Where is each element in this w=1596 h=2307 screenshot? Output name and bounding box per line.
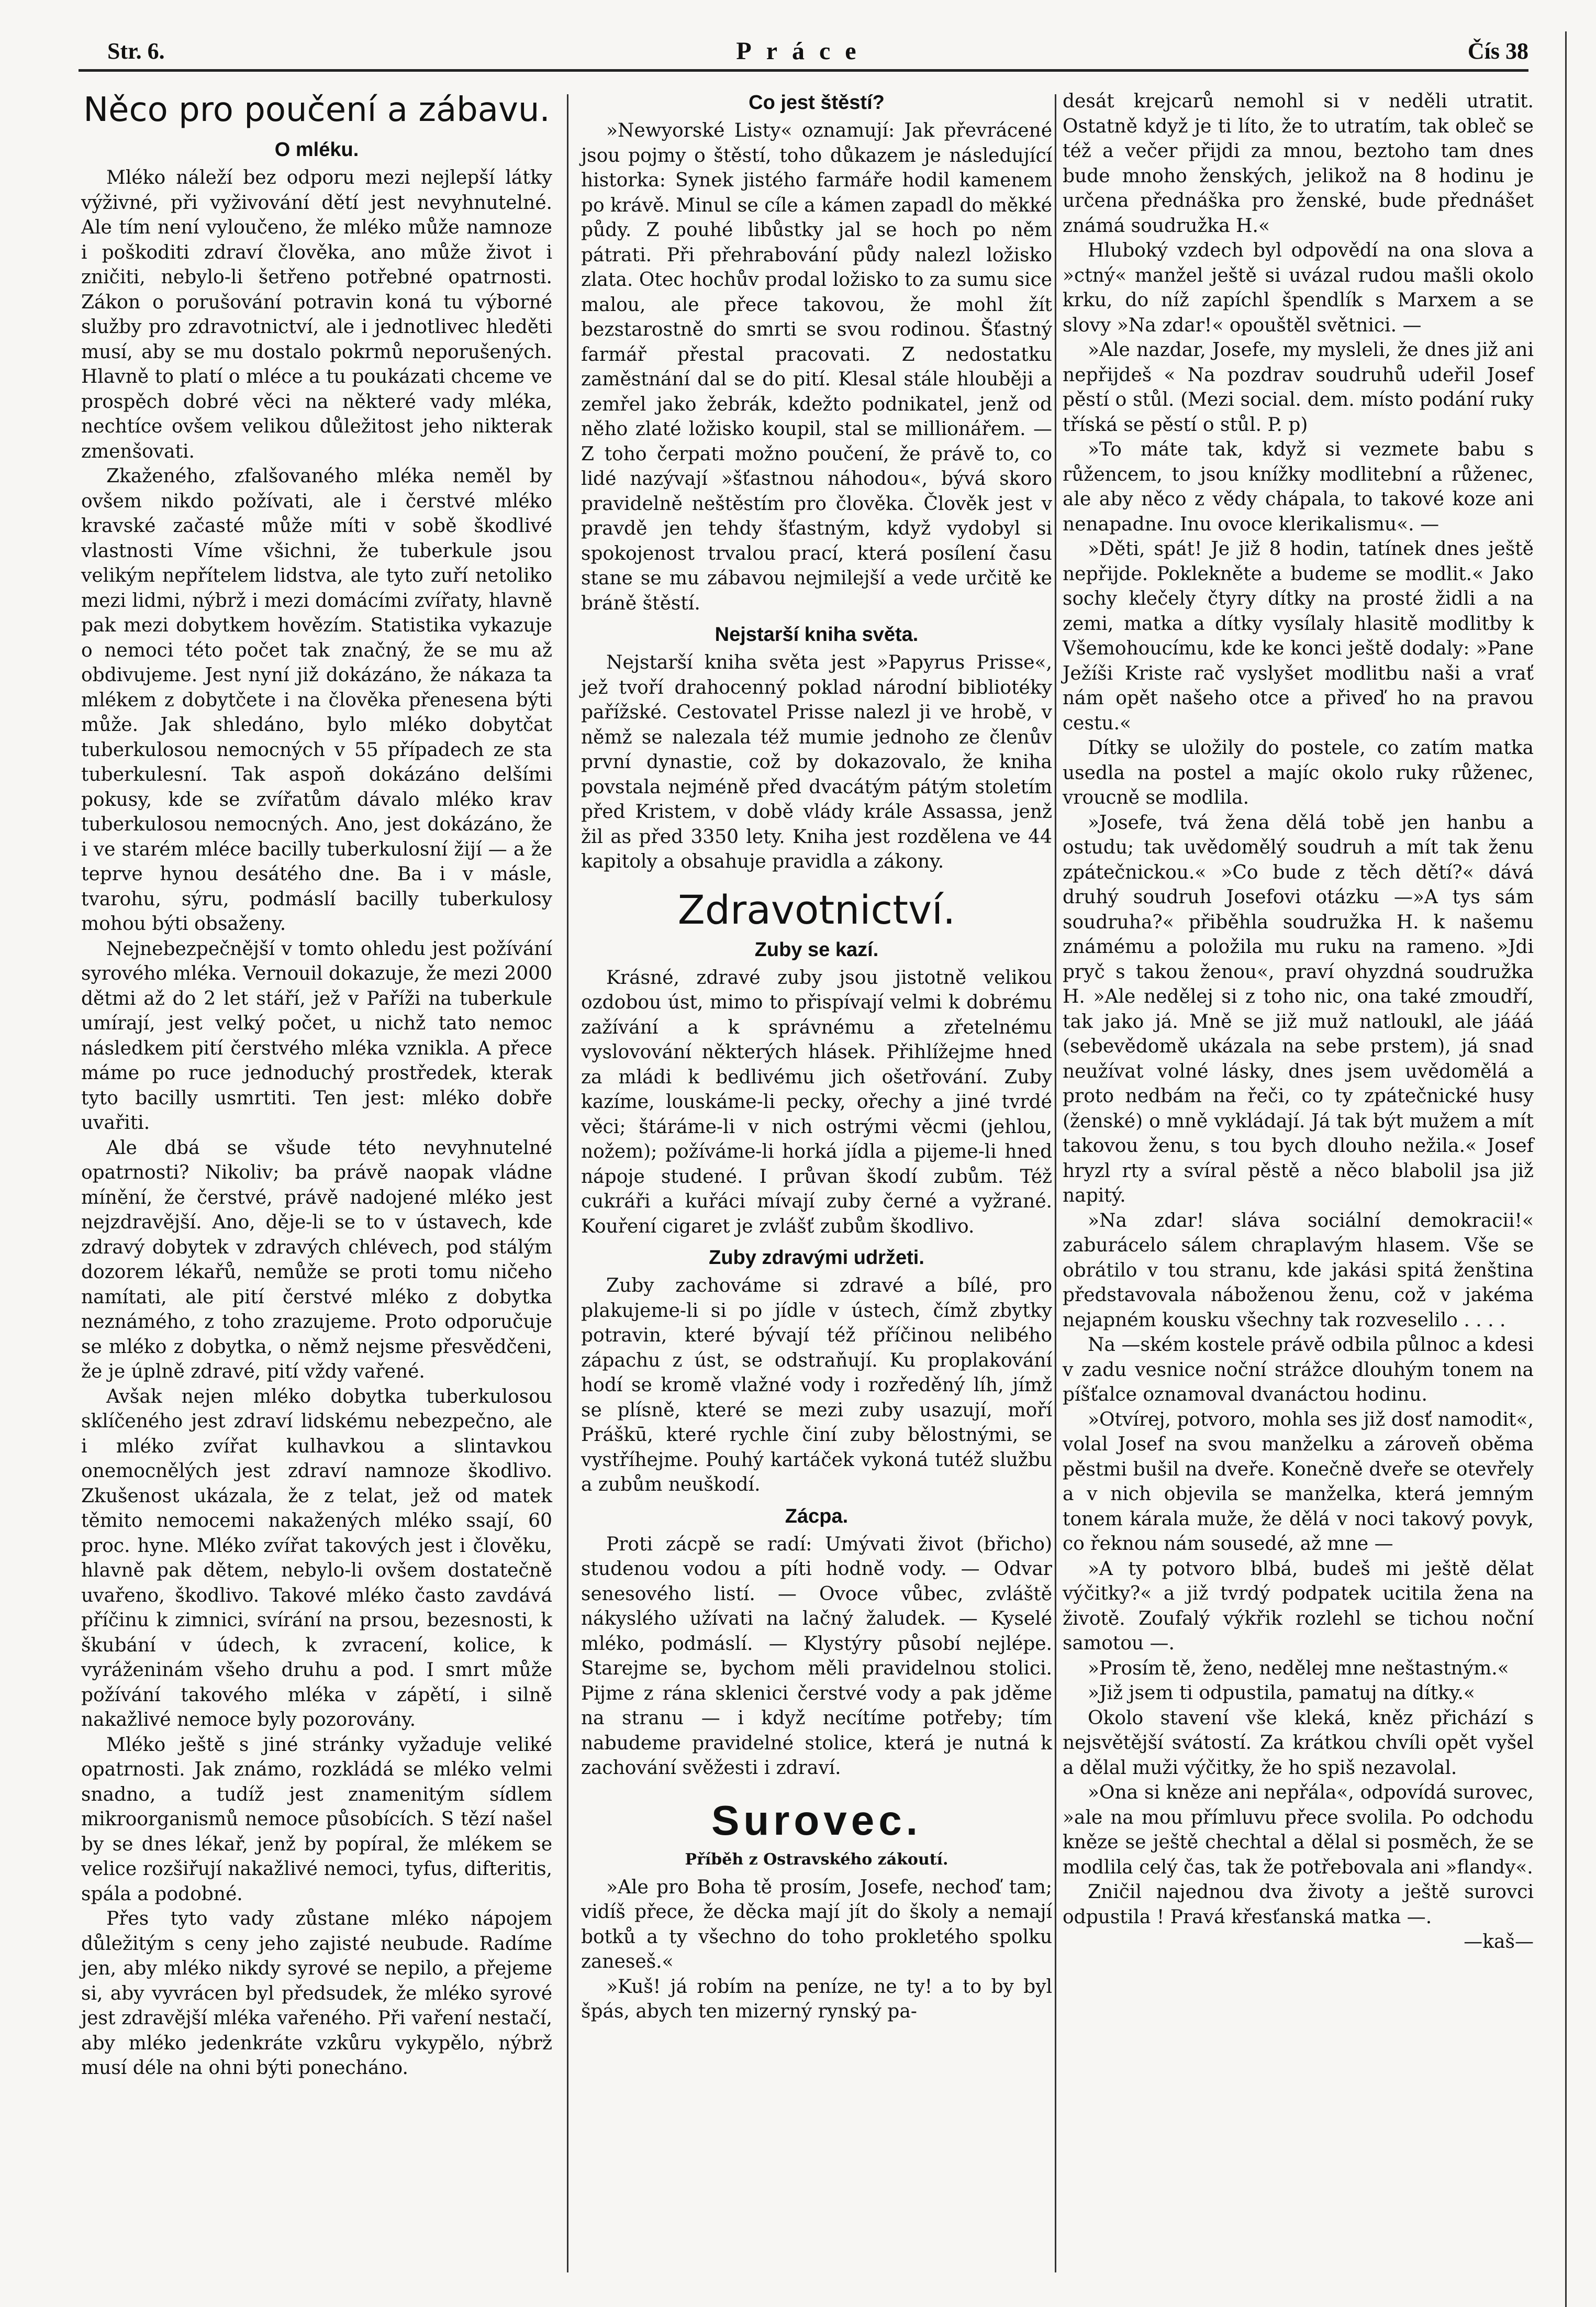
story-paragraph: Zničil najednou dva životy a ještě surovci odpustila ! Pravá křesťanská matka —. (1063, 1881, 1534, 1928)
article-paragraph: Zkaženého, zfalšovaného mléka neměl by ovšem nikdo požívati, ale i čerstvé mléko kravské začasté může míti v sobě škodlivé vlastnosti Víme všichni, že tuberkule jsou velikým nepřítelem lidstva, ale tyto zuří netoliko mezi lidmi, nýbrž i mezi domácími zvířaty, hlavně pak mezi dobytkem hovězím. Statistika vykazuje o nemoci této počet tak značný, že se mu až obdivujeme. Jest nyní již dokázáno, že nákaza ta mlékem z dobytčete i na člověka přenesena býti může. Jak shledáno, bylo mléko dobytčat tuberkulosou nemocných v 55 případech ze sta tuberkulesní. Tak aspoň dokázáno delšími pokusy, kde se zvířatům dávalo mléko krav tuberkulosou nemocných. Ano, jest dokázáno, že i ve starém mléce bacilly tuberkulosní žijí — a že teprve hynou desátého dne. Ba i v másle, tvarohu, sýru, podmáslí bacilly tuberkulosy mohou býti obsaženy. (81, 465, 552, 935)
story-paragraph: »To máte tak, když si vezmete babu s růžencem, to jsou knížky modlitební a růženec, ale aby něco z vědy chápala, to takové koze ani nenapadne. Inu ovoce klerikalismu«. — (1063, 439, 1534, 535)
author-signature: —kaš— (1464, 1931, 1534, 1953)
article-title-teeth-decay: Zuby se kazí. (754, 938, 879, 961)
article-paragraph: Nejnebezpečnější v tomto ohledu jest požívání syrového mléka. Vernouil dokazuje, že mezi 2000 dětmi až do 2 let stáří, jež v Paříži na tuberkule umírají, jest velký počet, u nichž tato nemoc následkem pití čerstvého mléka vznikla. A přece máme po ruce jednoduchý prostředek, kterak tyto bacilly usmrtiti. Ten jest: mléko dobře uvařiti. (81, 938, 552, 1134)
story-paragraph: »Kuš! já robím na peníze, ne ty! a to by byl špás, abych ten mizerný rynský pa- (581, 1976, 1052, 2022)
story-paragraph: »Děti, spát! Je již 8 hodin, tatínek dnes ještě nepřijde. Poklekněte a budeme se modlit.« Jako sochy klečely čtyry dítky na prosté židli a na zemi, matka a dítky vysílaly hlasitě modlitby k Všemohoucímu, kde ke konci ještě dodaly: »Pane Ježíši Kriste rač vyslyšet modlitbu naši a vrať nám opět našeho otce a přiveď ho na pravou cestu.« (1063, 538, 1534, 734)
article-paragraph: Proti zácpě se radí: Umývati život (břicho) studenou vodou a píti hodně vody. — Odvar senesového listí. — Ovoce vůbec, zvláště nákyslého užívati na lačný žaludek. — Kyselé mléko, podmáslí. — Klystýry působí nejlépe. Starejme se, bychom měli pravidelnou stolici. Pijme z rána sklenici čerstvé vody a pak jděme na stranu — i když necítíme potřeby; tím nabudeme pravidelné stolice, která je nutná k zachování svěžesti i zdraví. (581, 1533, 1052, 1779)
issue-number: Čís 38 (1467, 38, 1528, 64)
story-paragraph: Okolo stavení vše kleká, kněz přichází s nejsvětější svátostí. Za krátkou chvíli opět vyšel a dělal muži výčitky, že ho spiš nezavolal. (1063, 1707, 1534, 1779)
article-paragraph: Avšak nejen mléko dobytka tuberkulosou sklíčeného jest zdraví lidskému nebezpečno, ale i mléko zvířat kulhavkou a slintavkou onemocnělých jest zdraví namnoze škodlivo. Zkušenost ukázala, že z telat, jež od matek těmito nemocemi nakažených mléko ssají, 60 proc. hyne. Mléko zvířat takových jest i člověku, hlavně pak dětem, nebylo-li ovšem dostatečně uvařeno, škodlivo. Takové mléko často zavdává příčinu k zimnici, svírání na prsou, bezesnosti, k škubání v údech, k zvracení, kolice, k vyráženinám všeho druhu a pod. I smrt může požívání takového mléka v zápětí, i silně nakažlivé nemoce byly pozorovány. (81, 1385, 552, 1731)
article-title-happiness: Co jest štěstí? (749, 92, 885, 114)
column-middle (581, 89, 1052, 2024)
column-divider (567, 94, 568, 2272)
page-number: Str. 6. (107, 38, 165, 64)
story-paragraph: desát krejcarů nemohl si v neděli utratit. Ostatně když je ti líto, že to utratím, tak obleč se též a večer přijdi za mnou, beztoho tam dnes bude mnoho ženských, jelikož na 8 hodinu je určena přednáška pro ženské, bude přednášet známá soudružka H.« (1063, 91, 1534, 237)
story-paragraph: Na —ském kostele právě odbila půlnoc a kdesi v zadu vesnice noční strážce dlouhým tonem na píšťalce oznamoval dvanáctou hodinu. (1063, 1334, 1534, 1405)
article-paragraph: Mléko náleží bez odporu mezi nejlepší látky výživné, při vyživování dětí jest nevyhnutelné. Ale tím není vyloučeno, že mléko může namnoze i poškoditi zdraví člověka, ano může život i zničiti, nebylo-li šetřeno potřebné opatrnosti. Zákon o porušování potravin koná tu výborné služby pro zdravotnictví, ale i jednotlivec hleděti musí, aby se mu dostalo pokrmů neporušených. Hlavně to platí o mléce a tu poukázati chceme ve prospěch dobré věci na některé vady mléka, nechtíce ovšem velikou důležitost jeho nikterak zmenšovati. (81, 167, 552, 462)
story-paragraph: »Otvírej, potvoro, mohla ses již dosť namodit«, volal Josef na svou manželku a zároveň oběma pěstmi bušil na dveře. Konečně dveře se otevřely a v nich objevila se manželka, která jemným tonem kárala muže, že dělá v noci takový povyk, co řeknou nám sousedé, až mne — (1063, 1408, 1534, 1555)
page-edge-rule (1565, 31, 1567, 2307)
story-paragraph: »Na zdar! sláva sociální demokracii!« zaburácelo sálem chraplavým hlasem. Vše se obrátilo v tou stranu, kde jakási spitá ženština představovala náboženou ženu, což v jakéma nejapném kousku všechny tak rozveselilo . . . . (1063, 1210, 1534, 1331)
article-paragraph: Mléko ještě s jiné stránky vyžaduje veliké opatrnosti. Jak známo, rozkládá se mléko velmi snadno, a tudíž jest znamenitým sídlem mikroorganismů nemoce působících. S tězí našel by se dnes lékař, jenž by popíral, že mlékem se velice rozšiřují nakažlivé nemoci, tyfus, difteritis, spála a podobné. (81, 1734, 552, 1905)
story-paragraph: »Prosím tě, ženo, nedělej mne neštastným.« (1088, 1657, 1509, 1679)
story-subtitle: Příběh z Ostravského zákoutí. (685, 1850, 948, 1869)
column-left (81, 89, 552, 2081)
story-paragraph: Dítky se uložily do postele, co zatím matka usedla na postel a majíc okolo ruky růženec, vroucně se modlila. (1063, 737, 1534, 808)
column-right (1063, 89, 1534, 1955)
section-title-education: Něco pro poučení a zábavu. (83, 91, 550, 129)
article-title-oldest-book: Nejstarší kniha světa. (715, 624, 919, 646)
article-title-milk: O mléku. (274, 139, 359, 161)
article-paragraph: Zuby zachováme si zdravé a bílé, pro plakujeme-li si po jídle v ústech, čímž zbytky potravin, které bývají též příčinou nelibého zápachu z úst, se odstraňují. Ku proplakování hodí se kromě vlažné vody i rozředěný líh, jímž se plísně, které se mezi zuby usazují, moří Práškū, které rychle činí zuby bělostnými, se vystříhejme. Pouhý kartáček vykoná tutéž službu a zubům neuškodí. (581, 1275, 1052, 1495)
story-paragraph: »Ale nazdar, Josefe, my mysleli, že dnes již ani nepřijdeš « Na pozdrav soudruhů udeřil Josef pěstí o stůl. (Mezi social. dem. místo podání ruky tříská se pěstí o stůl. P. p) (1063, 339, 1534, 436)
newspaper-title: Práce (736, 37, 871, 65)
page-header (79, 32, 1528, 72)
article-paragraph: Ale dbá se všude této nevyhnutelné opatrnosti? Nikoliv; ba právě naopak vládne mínění, že čerstvé, právě nadojené mléko jest nejzdravější. Ano, děje-li se to v ústavech, kde zdravý dobytek v zdravých chlévech, pod stálým dozorem lékařů, nemůže se proti tomu ničeho namítati, ale pití čerstvé mléko z dobytka neznámého, z toho zrazujeme. Proto odporučuje se mléko z dobytka, o němž nejsme přesvědčeni, že je úplně zdravé, pití vždy vařené. (81, 1137, 552, 1382)
article-title-healthy-teeth: Zuby zdravými udržeti. (709, 1247, 924, 1269)
story-paragraph: »Ona si kněze ani nepřála«, odpovídá surovec, »ale na mou přímluvu přece svolila. Po odchodu kněze se ještě chechtal a dělal si posměch, že se modlila celý čas, tak že potřebovala ani »flandy«. (1063, 1782, 1534, 1878)
story-paragraph: »Ale pro Boha tě prosím, Josefe, nechoď tam; vidíš přece, že děcka mají jít do školy a nemají botků a ty všechno do toho prokletého spolku zaneseš.« (581, 1876, 1052, 1972)
article-paragraph: »Newyorské Listy« oznamují: Jak převrácené jsou pojmy o štěstí, toho důkazem je následující historka: Synek jistého farmáře hodil kamenem po krávě. Minul se cíle a kámen zapadl do měkké půdy. Z pouhé libůstky jal se hoch po něm pátrati. Při přehrabování půdy nalezl ložisko zlata. Otec hochův prodal ložisko to za sumu sice malou, ale přece takovou, že mohl žít bezstarostně do smrti se svou rodinou. Šťastný farmář přestal pracovati. Z nedostatku zaměstnání dal se do pití. Klesal stále hlouběji a zemřel jako žebrák, kdežto podnikatel, jenž od něho zlaté ložisko koupil, stal se millionářem. — Z toho čerpati možno poučení, že právě to, co lidé nazývají »šťastnou náhodou«, bývá skoro pravidelně neštěstím pro člověka. Člověk jest v pravdě jen tehdy šťastným, když vydobyl si spokojenost trvalou prací, která posílení času stane se mu zábavou nejmilejší a vede určitě ke bráně štěstí. (581, 120, 1052, 614)
story-paragraph: »A ty potvoro blbá, budeš mi ještě dělat výčitky?« a již tvrdý podpatek ucitila žena na životě. Zoufalý výkřik rozlehl se tichou noční samotou —. (1063, 1558, 1534, 1654)
article-title-constipation: Zácpa. (785, 1505, 849, 1527)
article-paragraph: Nejstarší kniha světa jest »Papyrus Prisse«, jež tvoří drahocenný poklad národní bibliotéky pařížské. Cestovatel Prisse nalezl ji ve hrobě, v němž se nalezala též mumie jednoho ze členův první dynastie, což by dokazovalo, že kniha povstala nejméně před dvacátým pátým stoletím před Kristem, v době vlády krále Assassa, jenž žil as před 3350 lety. Kniha jest rozdělena ve 44 kapitoly a obsahuje pravidla a zákony. (581, 652, 1052, 872)
section-title-health: Zdravotnictví. (677, 886, 956, 933)
article-paragraph: Krásné, zdravé zuby jsou jistotně velikou ozdobou úst, mimo to přispívají velmi k dobrému zažívání a k správnému a zřetelnému vyslovování některých hlásek. Přihlížejme hned za mládi k bedlivému jich ošetřování. Zuby kazíme, louskáme-li pecky, ořechy a jiné tvrdé věci; štáráme-li v nich ostrými věcmi (jehlou, nožem); požíváme-li horká jídla a pijeme-li hned nápoje studené. I průvan škodí zubům. Též cukráři a kuřáci mívají zuby černé a vyžrané. Kouření cigaret je zvlášť zubům škodlivo. (581, 967, 1052, 1237)
article-paragraph: Přes tyto vady zůstane mléko nápojem důležitým s ceny jeho zajisté neubude. Radíme jen, aby mléko nikdy syrové se nepilo, a přejeme si, aby vyvrácen byl předsudek, že mléko syrové jest zdravější mléka vařeného. Při vaření nestačí, aby mléko jedenkráte vzkůru vykypělo, nýbrž musí déle na ohni býti ponecháno. (81, 1908, 552, 2079)
story-paragraph: »Již jsem ti odpustila, pamatuj na dítky.« (1088, 1682, 1475, 1704)
story-title-surovec: Surovec. (711, 1796, 922, 1844)
story-paragraph: »Josefe, tvá žena dělá tobě jen hanbu a ostudu; tak uvědomělý soudruh a mít tak ženu zpátečnickou.« »Co bude z těch dětí?« dává druhý soudruh Josefovi otázku —»A tys sám soudruha?« přiběhla soudružka H. k našemu známému a položila mu ruku na rameno. »Jdi pryč s takou ženou«, praví ohyzdná soudružka H. »Ale nedělej si z toho nic, ona také zmoudří, tak jako já. Mně se již muž natloukl, ale jááá (sebevědomě ukázala na sebe prstem), já snad neužívat volné lásky, dnes jsem uvědomělá a proto nedbám na řeči, co ty zpátečnické husy (ženské) o mně vykládají. Já tak být mužem a mít takovou ženu, s tou bych dlouho nežila.« Josef hryzl rty a svíral pěstě a něco blabolil jsa již napitý. (1063, 812, 1534, 1206)
column-divider (1055, 94, 1056, 2272)
story-paragraph: Hluboký vzdech byl odpovědí na ona slova a »ctný« manžel ještě si uvázal rudou mašli okolo krku, do níž zapíchl špendlík s Marxem a se slovy »Na zdar!« opouštěl světnici. — (1063, 240, 1534, 336)
